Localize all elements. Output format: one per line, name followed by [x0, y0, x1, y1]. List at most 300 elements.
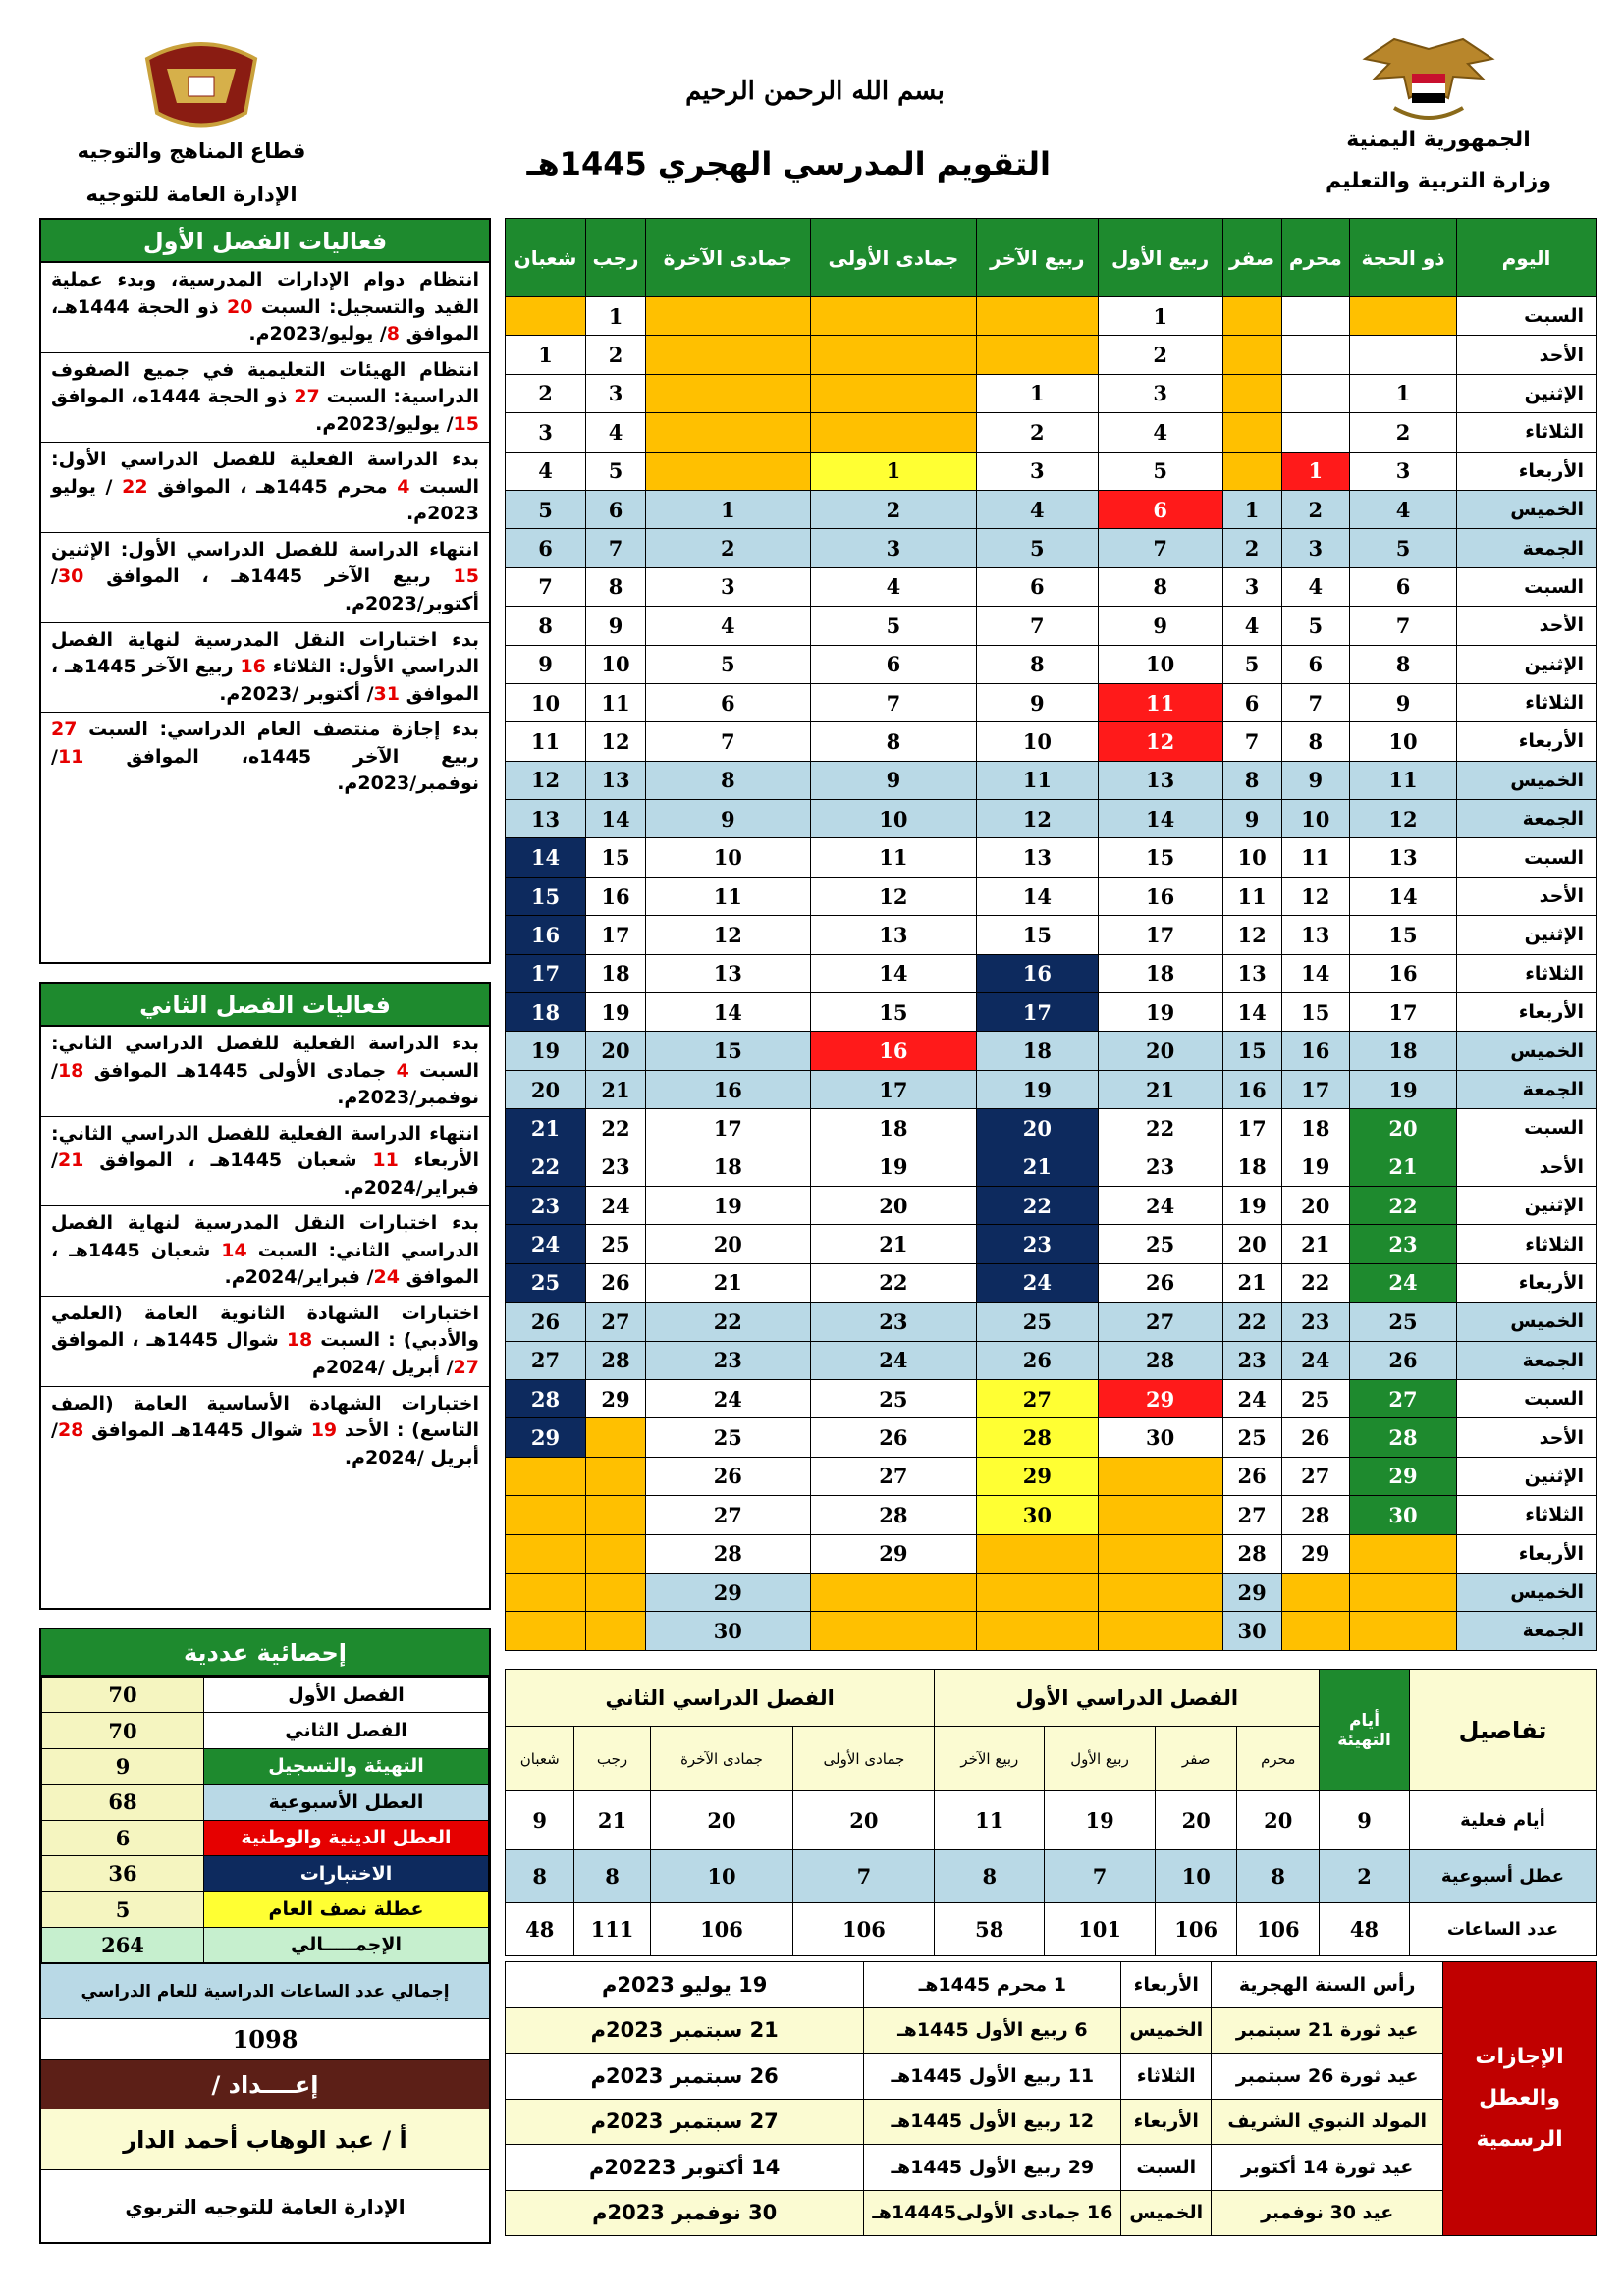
- date-cell: 3: [1281, 529, 1350, 567]
- date-cell: 10: [1281, 800, 1350, 838]
- date-cell: 12: [1350, 800, 1457, 838]
- date-cell: 12: [977, 800, 1098, 838]
- date-cell: 11: [1281, 838, 1350, 877]
- stat-row: [42, 1713, 489, 1748]
- date-cell: 4: [506, 452, 586, 490]
- date-cell: 3: [1222, 567, 1281, 606]
- calendar-col-header: جمادى الآخرة: [645, 219, 810, 297]
- weekday-cell: الأربعاء: [1457, 722, 1597, 761]
- date-cell: 17: [1281, 1070, 1350, 1108]
- date-cell: 8: [810, 722, 977, 761]
- holiday-row: [506, 2145, 1597, 2191]
- date-cell: 27: [1350, 1379, 1457, 1417]
- date-cell: 14: [586, 800, 646, 838]
- calendar-row: [506, 993, 1597, 1032]
- date-cell: 2: [977, 413, 1098, 452]
- date-cell: 17: [1350, 993, 1457, 1032]
- calendar-col-header: محرم: [1281, 219, 1350, 297]
- date-cell: 28: [586, 1341, 646, 1379]
- date-cell: 5: [1281, 607, 1350, 645]
- summary-row: [506, 1903, 1597, 1956]
- summary-value: 101: [1045, 1903, 1156, 1956]
- date-cell: [1281, 374, 1350, 412]
- date-cell: 2: [506, 374, 586, 412]
- calendar-row: [506, 1186, 1597, 1224]
- date-cell: 16: [977, 954, 1098, 992]
- date-cell: 21: [645, 1263, 810, 1302]
- date-cell: 16: [645, 1070, 810, 1108]
- activity-item: [41, 1386, 489, 1476]
- date-cell: [977, 297, 1098, 336]
- activity-highlight: 11: [57, 745, 84, 768]
- activity-text: / أكتوبر /2023م.: [219, 682, 374, 705]
- activity-text: / يوليو 2023م.: [51, 475, 479, 525]
- holiday-weekday: الثلاثاء: [1121, 2054, 1212, 2100]
- date-cell: [810, 413, 977, 452]
- date-cell: 27: [1281, 1457, 1350, 1495]
- calendar-row: [506, 916, 1597, 954]
- date-cell: [1281, 1612, 1350, 1650]
- calendar-row: [506, 800, 1597, 838]
- date-cell: 3: [645, 567, 810, 606]
- date-cell: [1222, 336, 1281, 374]
- date-cell: 24: [506, 1225, 586, 1263]
- prepared-by-label: إعــــداد /: [41, 2059, 489, 2109]
- date-cell: [1222, 452, 1281, 490]
- date-cell: 15: [506, 877, 586, 915]
- holiday-row: [506, 2007, 1597, 2054]
- date-cell: 12: [1222, 916, 1281, 954]
- weekday-cell: الجمعة: [1457, 1070, 1597, 1108]
- date-cell: 19: [810, 1148, 977, 1186]
- date-cell: 22: [1222, 1303, 1281, 1341]
- date-cell: 21: [1098, 1070, 1222, 1108]
- date-cell: [1098, 1573, 1222, 1611]
- calendar-header-row: [506, 219, 1597, 297]
- activity-text: / نوفمبر/2023م.: [51, 745, 479, 795]
- ministry-logo: [128, 29, 275, 152]
- stat-value: 36: [42, 1855, 204, 1891]
- date-cell: 29: [1281, 1534, 1350, 1573]
- activity-highlight: 4: [396, 1059, 409, 1082]
- date-cell: 18: [1222, 1148, 1281, 1186]
- semester1-title: فعاليات الفصل الأول: [41, 220, 489, 263]
- summary-prep: 48: [1320, 1903, 1410, 1956]
- date-cell: 5: [1222, 645, 1281, 683]
- summary-value: 8: [935, 1850, 1045, 1903]
- holiday-hijri-date: 11 ربيع الأول 1445هـ: [864, 2054, 1121, 2100]
- activity-text: شوال 1445هـ الموافق: [83, 1419, 311, 1442]
- date-cell: 29: [506, 1418, 586, 1457]
- weekday-cell: السبت: [1457, 297, 1597, 336]
- date-cell: 18: [977, 1032, 1098, 1070]
- weekday-cell: الأحد: [1457, 336, 1597, 374]
- date-cell: 13: [645, 954, 810, 992]
- calendar-row: [506, 529, 1597, 567]
- holiday-gregorian-date: 30 نوفمبر 2023م: [506, 2190, 864, 2236]
- weekday-cell: الخميس: [1457, 1303, 1597, 1341]
- date-cell: 23: [1281, 1303, 1350, 1341]
- weekday-cell: الجمعة: [1457, 529, 1597, 567]
- date-cell: [506, 1496, 586, 1534]
- stat-label: الاختبارات: [204, 1855, 489, 1891]
- calendar-col-header: ذو الحجة: [1350, 219, 1457, 297]
- summary-value: 11: [935, 1791, 1045, 1850]
- date-cell: [506, 1573, 586, 1611]
- date-cell: 6: [977, 567, 1098, 606]
- date-cell: 10: [810, 800, 977, 838]
- stat-value: 68: [42, 1785, 204, 1820]
- calendar-row: [506, 1418, 1597, 1457]
- date-cell: 9: [1350, 683, 1457, 721]
- summary-prep: 2: [1320, 1850, 1410, 1903]
- date-cell: 3: [586, 374, 646, 412]
- date-cell: 22: [506, 1148, 586, 1186]
- stat-row: [42, 1678, 489, 1713]
- activity-highlight: 27: [294, 386, 320, 408]
- weekday-cell: السبت: [1457, 567, 1597, 606]
- weekday-cell: الأربعاء: [1457, 1263, 1597, 1302]
- date-cell: 4: [586, 413, 646, 452]
- date-cell: 3: [1350, 452, 1457, 490]
- activity-highlight: 19: [310, 1419, 338, 1442]
- date-cell: [506, 1612, 586, 1650]
- date-cell: 13: [1222, 954, 1281, 992]
- date-cell: 17: [645, 1109, 810, 1148]
- details-header: تفاصيل: [1410, 1670, 1597, 1791]
- calendar-row: [506, 567, 1597, 606]
- calendar-row: [506, 954, 1597, 992]
- date-cell: [1281, 1573, 1350, 1611]
- date-cell: 18: [1281, 1109, 1350, 1148]
- activity-text: / فبراير/2024م.: [51, 1149, 479, 1199]
- weekday-cell: الخميس: [1457, 1573, 1597, 1611]
- date-cell: 23: [645, 1341, 810, 1379]
- date-cell: 27: [810, 1457, 977, 1495]
- date-cell: 3: [506, 413, 586, 452]
- stat-value: 70: [42, 1713, 204, 1748]
- date-cell: 17: [1222, 1109, 1281, 1148]
- activity-highlight: 20: [227, 295, 253, 318]
- date-cell: 25: [1098, 1225, 1222, 1263]
- date-cell: 25: [1222, 1418, 1281, 1457]
- date-cell: 17: [810, 1070, 977, 1108]
- sem2-header: الفصل الدراسي الثاني: [506, 1670, 935, 1727]
- date-cell: 23: [506, 1186, 586, 1224]
- date-cell: 3: [977, 452, 1098, 490]
- activity-item: [41, 622, 489, 713]
- date-cell: 23: [810, 1303, 977, 1341]
- date-cell: 29: [586, 1379, 646, 1417]
- date-cell: 6: [1350, 567, 1457, 606]
- date-cell: 9: [1222, 800, 1281, 838]
- republic-label: الجمهورية اليمنية: [1346, 128, 1531, 152]
- holiday-weekday: الخميس: [1121, 2007, 1212, 2054]
- activity-text: انتظام الهيئات التعليمية في جميع الصفوف الدراسية: السبت: [51, 358, 479, 408]
- date-cell: 28: [1098, 1341, 1222, 1379]
- date-cell: 1: [1222, 490, 1281, 528]
- activity-text: بدء اختبارات النقل المدرسية لنهاية الفصل الدراسي الأول: الثلاثاء: [51, 628, 479, 678]
- date-cell: 2: [645, 529, 810, 567]
- date-cell: 18: [645, 1148, 810, 1186]
- holidays-title: الإجازات والعطل الرسمية: [1443, 1962, 1597, 2236]
- date-cell: 21: [810, 1225, 977, 1263]
- activity-text: / نوفمبر/2023م.: [51, 1059, 479, 1109]
- date-cell: 14: [1281, 954, 1350, 992]
- calendar-row: [506, 336, 1597, 374]
- weekday-cell: الثلاثاء: [1457, 413, 1597, 452]
- weekday-cell: الخميس: [1457, 490, 1597, 528]
- date-cell: 15: [1350, 916, 1457, 954]
- holiday-weekday: الخميس: [1121, 2190, 1212, 2236]
- date-cell: [645, 413, 810, 452]
- activity-highlight: 18: [57, 1059, 84, 1082]
- date-cell: 7: [810, 683, 977, 721]
- calendar-row: [506, 1148, 1597, 1186]
- date-cell: [586, 1457, 646, 1495]
- calendar-row: [506, 490, 1597, 528]
- calendar-col-header: صفر: [1222, 219, 1281, 297]
- total-hours-value: 1098: [41, 2018, 489, 2059]
- date-cell: [1350, 336, 1457, 374]
- date-cell: 14: [1350, 877, 1457, 915]
- semester1-activities-panel: [39, 218, 491, 964]
- date-cell: [977, 1573, 1098, 1611]
- date-cell: 12: [586, 722, 646, 761]
- date-cell: 24: [645, 1379, 810, 1417]
- summary-value: 48: [506, 1903, 574, 1956]
- holiday-name: عيد ثورة 14 أكتوبر: [1212, 2145, 1443, 2191]
- date-cell: 25: [586, 1225, 646, 1263]
- date-cell: 5: [810, 607, 977, 645]
- weekday-cell: الإثنين: [1457, 374, 1597, 412]
- date-cell: 15: [645, 1032, 810, 1070]
- weekday-cell: الإثنين: [1457, 1186, 1597, 1224]
- stat-label: الفصل الثاني: [204, 1713, 489, 1748]
- summary-value: 20: [1155, 1791, 1237, 1850]
- activity-highlight: 11: [372, 1149, 399, 1172]
- date-cell: 21: [1281, 1225, 1350, 1263]
- date-cell: 17: [977, 993, 1098, 1032]
- activity-highlight: 22: [122, 475, 148, 498]
- date-cell: 24: [1350, 1263, 1457, 1302]
- weekday-cell: الأربعاء: [1457, 993, 1597, 1032]
- date-cell: 23: [1350, 1225, 1457, 1263]
- date-cell: 11: [1350, 761, 1457, 799]
- date-cell: 5: [1350, 529, 1457, 567]
- statistics-panel: [39, 1628, 491, 2244]
- date-cell: 24: [1098, 1186, 1222, 1224]
- date-cell: 30: [1350, 1496, 1457, 1534]
- stat-value: 6: [42, 1820, 204, 1855]
- date-cell: 26: [586, 1263, 646, 1302]
- date-cell: 8: [1350, 645, 1457, 683]
- holiday-hijri-date: 6 ربيع الأول 1445هـ: [864, 2007, 1121, 2054]
- summary-row: [506, 1850, 1597, 1903]
- date-cell: 14: [1098, 800, 1222, 838]
- stat-row: [42, 1892, 489, 1927]
- calendar-row: [506, 722, 1597, 761]
- department-name: الإدارة العامة للتوجيه التربوي: [41, 2169, 489, 2242]
- semester2-title: فعاليات الفصل الثاني: [41, 984, 489, 1027]
- date-cell: 10: [1350, 722, 1457, 761]
- activity-highlight: 18: [286, 1329, 313, 1352]
- date-cell: 28: [506, 1379, 586, 1417]
- date-cell: 18: [586, 954, 646, 992]
- date-cell: 14: [1222, 993, 1281, 1032]
- calendar-row: [506, 645, 1597, 683]
- date-cell: 15: [977, 916, 1098, 954]
- summary-value: 20: [650, 1791, 793, 1850]
- holiday-hijri-date: 1 محرم 1445هـ: [864, 1962, 1121, 2008]
- date-cell: 13: [1350, 838, 1457, 877]
- activity-highlight: 30: [57, 565, 84, 588]
- date-cell: 27: [586, 1303, 646, 1341]
- date-cell: 26: [1281, 1418, 1350, 1457]
- date-cell: [977, 1534, 1098, 1573]
- weekday-cell: الثلاثاء: [1457, 1225, 1597, 1263]
- summary-value: 106: [793, 1903, 935, 1956]
- date-cell: 16: [1098, 877, 1222, 915]
- date-cell: 1: [1281, 452, 1350, 490]
- date-cell: 16: [1222, 1070, 1281, 1108]
- date-cell: 7: [1098, 529, 1222, 567]
- date-cell: 29: [977, 1457, 1098, 1495]
- prep-days-header: أيام التهيئة: [1320, 1670, 1410, 1791]
- date-cell: 21: [1222, 1263, 1281, 1302]
- date-cell: 4: [1222, 607, 1281, 645]
- date-cell: 22: [977, 1186, 1098, 1224]
- stat-label: الفصل الأول: [204, 1678, 489, 1713]
- activity-highlight: 27: [51, 719, 78, 741]
- date-cell: 25: [810, 1379, 977, 1417]
- date-cell: 20: [1281, 1186, 1350, 1224]
- date-cell: 21: [506, 1109, 586, 1148]
- date-cell: 22: [1098, 1109, 1222, 1148]
- calendar-row: [506, 1032, 1597, 1070]
- calendar-col-header: ربيع الآخر: [977, 219, 1098, 297]
- activity-highlight: 28: [57, 1419, 84, 1442]
- summary-value: 111: [574, 1903, 650, 1956]
- date-cell: 1: [586, 297, 646, 336]
- date-cell: 3: [1098, 374, 1222, 412]
- summary-value: 106: [650, 1903, 793, 1956]
- date-cell: 5: [586, 452, 646, 490]
- date-cell: 27: [506, 1341, 586, 1379]
- activity-text: انتظام دوام الإدارات المدرسية، وبدء عملية القيد والتسجيل: السبت: [51, 269, 479, 318]
- calendar-col-header: اليوم: [1457, 219, 1597, 297]
- date-cell: 25: [506, 1263, 586, 1302]
- stat-label: العطل الدينية والوطنية: [204, 1820, 489, 1855]
- holiday-weekday: السبت: [1121, 2145, 1212, 2191]
- date-cell: 11: [810, 838, 977, 877]
- date-cell: 30: [1098, 1418, 1222, 1457]
- date-cell: 19: [1281, 1148, 1350, 1186]
- date-cell: 30: [977, 1496, 1098, 1534]
- activity-text: بدء إجازة منتصف العام الدراسي: السبت: [77, 719, 479, 741]
- date-cell: 6: [506, 529, 586, 567]
- date-cell: 8: [506, 607, 586, 645]
- date-cell: 5: [977, 529, 1098, 567]
- calendar-row: [506, 297, 1597, 336]
- weekday-cell: الأحد: [1457, 1148, 1597, 1186]
- date-cell: 2: [586, 336, 646, 374]
- date-cell: 7: [645, 722, 810, 761]
- holiday-gregorian-date: 26 سبتمبر 2023م: [506, 2054, 864, 2100]
- sector-label: قطاع المناهج والتوجيه: [77, 139, 306, 163]
- summary-month: جمادى الآخرة: [650, 1727, 793, 1791]
- activity-text: ربيع الآخر 1445هـ ، الموافق: [51, 656, 479, 705]
- date-cell: [506, 297, 586, 336]
- weekday-cell: الجمعة: [1457, 800, 1597, 838]
- activity-highlight: 15: [453, 565, 479, 588]
- date-cell: 12: [810, 877, 977, 915]
- activity-highlight: 21: [57, 1149, 84, 1172]
- weekday-cell: الثلاثاء: [1457, 954, 1597, 992]
- date-cell: 2: [1222, 529, 1281, 567]
- date-cell: 11: [1222, 877, 1281, 915]
- date-cell: 7: [1281, 683, 1350, 721]
- date-cell: [506, 1457, 586, 1495]
- date-cell: 15: [1098, 838, 1222, 877]
- stat-label: التهيئة والتسجيل: [204, 1748, 489, 1784]
- weekday-cell: السبت: [1457, 838, 1597, 877]
- sem1-header: الفصل الدراسي الأول: [935, 1670, 1320, 1727]
- stat-value: 5: [42, 1892, 204, 1927]
- summary-value: 20: [793, 1791, 935, 1850]
- date-cell: 14: [810, 954, 977, 992]
- date-cell: 9: [977, 683, 1098, 721]
- date-cell: 7: [586, 529, 646, 567]
- date-cell: 11: [586, 683, 646, 721]
- date-cell: 28: [1222, 1534, 1281, 1573]
- calendar-row: [506, 1263, 1597, 1302]
- date-cell: 4: [1281, 567, 1350, 606]
- date-cell: 21: [977, 1148, 1098, 1186]
- date-cell: [1281, 297, 1350, 336]
- calendar-row: [506, 838, 1597, 877]
- date-cell: 20: [810, 1186, 977, 1224]
- date-cell: [810, 1573, 977, 1611]
- date-cell: 24: [1281, 1341, 1350, 1379]
- date-cell: 13: [506, 800, 586, 838]
- date-cell: [1281, 413, 1350, 452]
- date-cell: 4: [645, 607, 810, 645]
- date-cell: 24: [1222, 1379, 1281, 1417]
- activity-text: محرم 1445هـ ، الموافق: [147, 475, 398, 498]
- date-cell: 4: [810, 567, 977, 606]
- summary-value: 7: [1045, 1850, 1156, 1903]
- date-cell: 26: [977, 1341, 1098, 1379]
- date-cell: [586, 1573, 646, 1611]
- weekday-cell: الخميس: [1457, 761, 1597, 799]
- date-cell: 23: [586, 1148, 646, 1186]
- total-hours-label: إجمالي عدد الساعات الدراسية للعام الدراسي: [41, 1963, 489, 2018]
- summary-month: رجب: [574, 1727, 650, 1791]
- date-cell: 11: [1098, 683, 1222, 721]
- summary-row: [506, 1791, 1597, 1850]
- holiday-name: عيد ثورة 21 سبتمبر: [1212, 2007, 1443, 2054]
- date-cell: 22: [810, 1263, 977, 1302]
- date-cell: 8: [1098, 567, 1222, 606]
- activity-text: / يوليو/2023م.: [315, 412, 454, 435]
- date-cell: 5: [645, 645, 810, 683]
- date-cell: [586, 1534, 646, 1573]
- date-cell: 10: [645, 838, 810, 877]
- calendar-col-header: رجب: [586, 219, 646, 297]
- date-cell: 26: [810, 1418, 977, 1457]
- date-cell: 17: [1098, 916, 1222, 954]
